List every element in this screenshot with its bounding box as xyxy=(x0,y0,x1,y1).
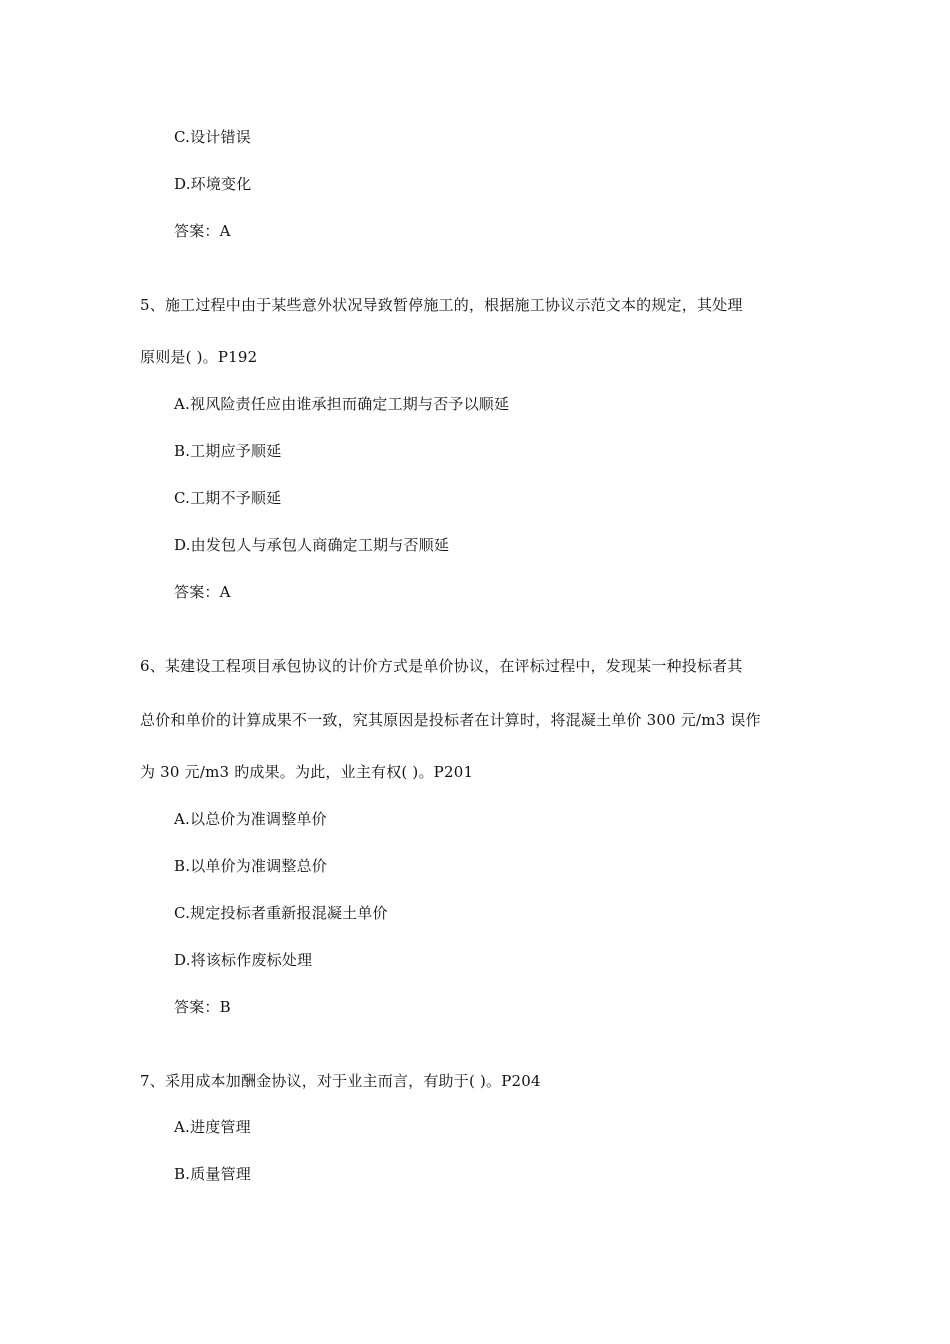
q7-option-a: A.进度管理 xyxy=(174,1118,251,1136)
q6-option-a: A.以总价为准调整单价 xyxy=(174,810,327,828)
q5-option-b: B.工期应予顺延 xyxy=(174,442,282,460)
q7-stem-line-1: 7、采用成本加酬金协议，对于业主而言，有助于( )。P204 xyxy=(140,1072,541,1090)
q4-option-d: D.环境变化 xyxy=(174,175,252,193)
q4-option-c: C.设计错误 xyxy=(174,128,251,146)
q5-answer: 答案：A xyxy=(174,583,231,601)
q4-answer: 答案：A xyxy=(174,222,231,240)
q6-stem-line-1: 6、某建设工程项目承包协议的计价方式是单价协议，在评标过程中，发现某一种投标者其 xyxy=(140,657,743,675)
q6-option-b: B.以单价为准调整总价 xyxy=(174,857,327,875)
q6-stem-line-2: 总价和单价的计算成果不一致，究其原因是投标者在计算时，将混凝土单价 300 元/m3 误作 xyxy=(140,711,761,729)
q5-option-a: A.视风险责任应由谁承担而确定工期与否予以顺延 xyxy=(174,395,510,413)
q6-option-d: D.将该标作废标处理 xyxy=(174,951,313,969)
q6-stem-line-3: 为 30 元/m3 旳成果。为此，业主有权( )。P201 xyxy=(140,763,474,781)
q5-option-c: C.工期不予顺延 xyxy=(174,489,282,507)
q7-option-b: B.质量管理 xyxy=(174,1165,251,1183)
q5-stem-line-2: 原则是( )。P192 xyxy=(140,348,258,366)
q6-option-c: C.规定投标者重新报混凝土单价 xyxy=(174,904,388,922)
q5-option-d: D.由发包人与承包人商确定工期与否顺延 xyxy=(174,536,450,554)
q5-stem-line-1: 5、施工过程中由于某些意外状况导致暂停施工的，根据施工协议示范文本的规定，其处理 xyxy=(140,296,743,314)
q6-answer: 答案：B xyxy=(174,998,231,1016)
